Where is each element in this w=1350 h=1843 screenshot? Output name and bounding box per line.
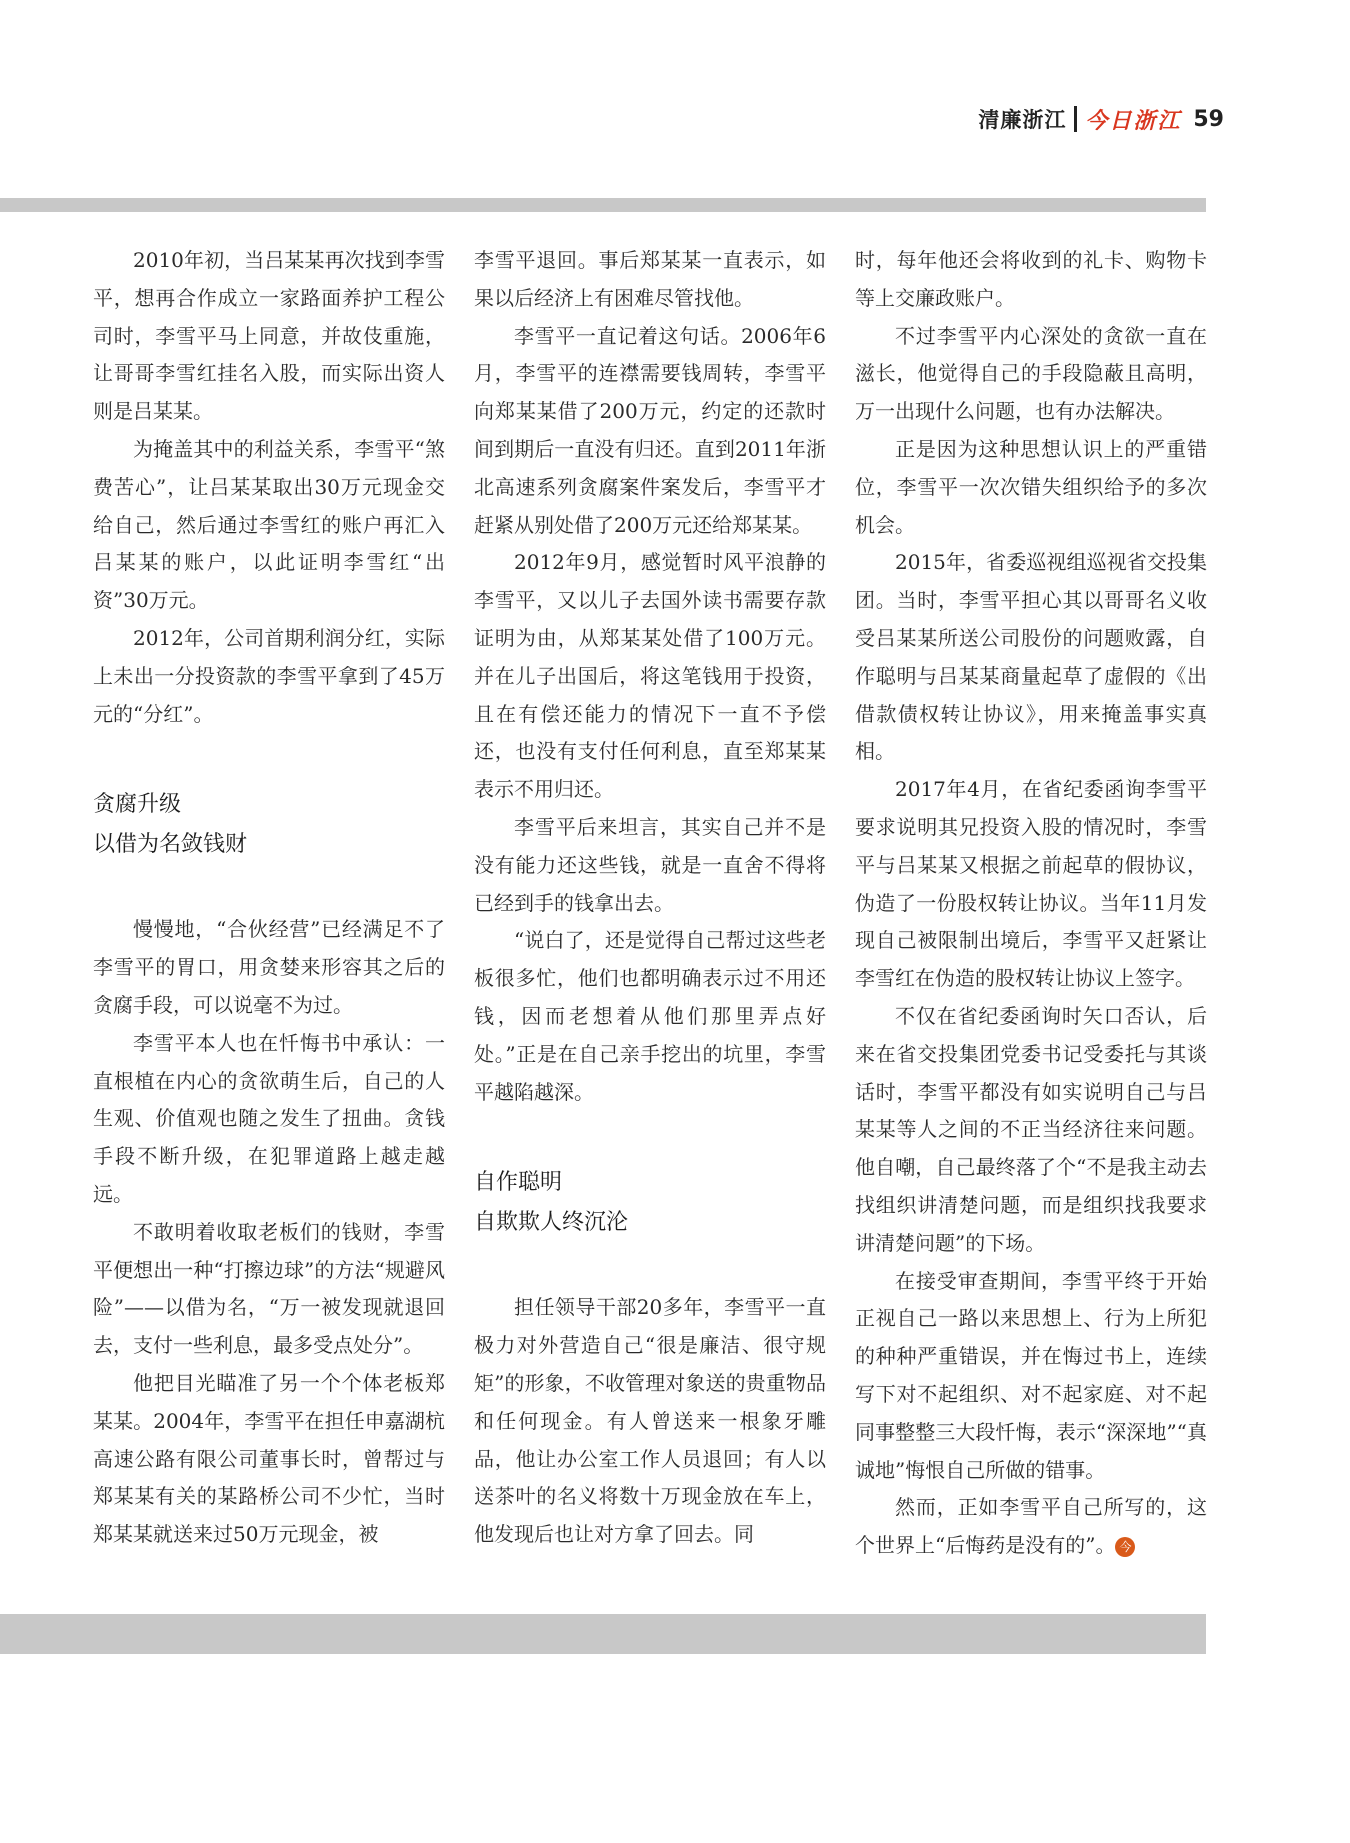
end-mark-icon: 今 <box>1115 1537 1135 1557</box>
paragraph <box>855 1489 1207 1565</box>
column-2 <box>474 242 826 1554</box>
paragraph: 李雪平后来坦言，其实自己并不是没有能力还这些钱，就是一直舍不得将已经到手的钱拿出去。 <box>474 814 826 915</box>
paragraph: 李雪平一直记着这句话。2006年6月，李雪平的连襟需要钱周转，李雪平向郑某某借了200万元，约定的还款时间到期后一直没有归还。直到2011年浙北高速系列贪腐案件案发后，李雪平才赶紧从别处借了200万元还给郑某某。 <box>474 323 826 537</box>
paragraph: 在接受审查期间，李雪平终于开始正视自己一路以来思想上、行为上所犯的种种严重错误，并在悔过书上，连续写下对不起组织、对不起家庭、对不起同事整整三大段忏悔，表示“深深地”“真诚地”悔恨自己所做的错事。 <box>855 1268 1207 1482</box>
page-header <box>978 96 1224 142</box>
page-number: 59 <box>1193 106 1224 132</box>
subheading <box>93 785 445 865</box>
subheading-line-1: 自作聪明 <box>474 1170 563 1196</box>
paragraph: “说白了，还是觉得自己帮过这些老板很多忙，他们也都明确表示过不用还钱，因而老想着从他们那里弄点好处。”正是在自己亲手挖出的坑里，李雪平越陷越深。 <box>474 928 826 1104</box>
paragraph: 他把目光瞄准了另一个个体老板郑某某。2004年，李雪平在担任申嘉湖杭高速公路有限公司董事长时，曾帮过与郑某某有关的某路桥公司不少忙，当时郑某某就送来过50万元现金，被 <box>93 1370 445 1547</box>
paragraph: 担任领导干部20多年，李雪平一直极力对外营造自己“很是廉洁、很守规矩”的形象，不收管理对象送的贵重物品和任何现金。有人曾送来一根象牙雕品，他让办公室工作人员退回；有人以送茶叶的名义将数十万现金放在车上，他发现后也让对方拿了回去。同 <box>474 1295 826 1547</box>
paragraph: 为掩盖其中的利益关系，李雪平“煞费苦心”，让吕某某取出30万元现金交给自己，然后通过李雪红的账户再汇入吕某某的账户，以此证明李雪红“出资”30万元。 <box>93 436 445 613</box>
subheading <box>474 1163 826 1243</box>
paragraph: 慢慢地，“合伙经营”已经满足不了李雪平的胃口，用贪婪来形容其之后的贪腐手段，可以说毫不为过。 <box>93 917 445 1017</box>
top-band <box>0 198 1206 212</box>
subheading-line-2: 自欺欺人终沉沦 <box>474 1210 629 1236</box>
paragraph: 不过李雪平内心深处的贪欲一直在滋长，他觉得自己的手段隐蔽且高明，万一出现什么问题，也有办法解决。 <box>855 323 1207 424</box>
subheading-line-2: 以借为名敛钱财 <box>93 832 248 858</box>
paragraph: 2015年，省委巡视组巡视省交投集团。当时，李雪平担心其以哥哥名义收受吕某某所送公司股份的问题败露，自作聪明与吕某某商量起草了虚假的《出借款债权转让协议》，用来掩盖事实真相。 <box>855 550 1207 764</box>
paragraph: 2017年4月，在省纪委函询李雪平要求说明其兄投资入股的情况时，李雪平与吕某某又根据之前起草的假协议，伪造了一份股权转让协议。当年11月发现自己被限制出境后，李雪平又赶紧让李雪红在伪造的股权转让协议上签字。 <box>855 777 1207 991</box>
closing-sentence: 然而，正如李雪平自己所写的，这个世界上“后悔药是没有的”。 <box>855 1495 1207 1558</box>
column-1 <box>93 242 445 1554</box>
paragraph: 不敢明着收取老板们的钱财，李雪平便想出一种“打擦边球”的方法“规避风险”——以借为名，“万一被发现就退回去，支付一些利息，最多受点处分”。 <box>93 1219 445 1358</box>
magazine-logo: 今日浙江 <box>1085 107 1182 134</box>
bottom-band <box>0 1614 1206 1654</box>
paragraph: 时，每年他还会将收到的礼卡、购物卡等上交廉政账户。 <box>855 248 1207 310</box>
paragraph: 2010年初，当吕某某再次找到李雪平，想再合作成立一家路面养护工程公司时，李雪平马上同意，并故伎重施，让哥哥李雪红挂名入股，而实际出资人则是吕某某。 <box>93 248 445 424</box>
column-3 <box>855 242 1207 1565</box>
paragraph: 2012年，公司首期利润分红，实际上未出一分投资款的李雪平拿到了45万元的“分红”。 <box>93 625 445 726</box>
header-divider <box>1074 106 1077 132</box>
paragraph: 李雪平退回。事后郑某某一直表示，如果以后经济上有困难尽管找他。 <box>474 248 826 310</box>
paragraph: 正是因为这种思想认识上的严重错位，李雪平一次次错失组织给予的多次机会。 <box>855 436 1207 537</box>
subheading-line-1: 贪腐升级 <box>93 792 182 818</box>
paragraph: 2012年9月，感觉暂时风平浪静的李雪平，又以儿子去国外读书需要存款证明为由，从郑某某处借了100万元。并在儿子出国后，将这笔钱用于投资，且在有偿还能力的情况下一直不予偿还，也没有支付任何利息，直至郑某某表示不用归还。 <box>474 550 826 802</box>
paragraph: 李雪平本人也在忏悔书中承认：一直根植在内心的贪欲萌生后，自己的人生观、价值观也随之发生了扭曲。贪钱手段不断升级，在犯罪道路上越走越远。 <box>93 1030 445 1206</box>
section-name: 清廉浙江 <box>978 108 1067 132</box>
paragraph: 不仅在省纪委函询时矢口否认，后来在省交投集团党委书记受委托与其谈话时，李雪平都没有如实说明自己与吕某某等人之间的不正当经济往来问题。他自嘲，自己最终落了个“不是我主动去找组织讲清楚问题，而是组织找我要求讲清楚问题”的下场。 <box>855 1003 1207 1255</box>
